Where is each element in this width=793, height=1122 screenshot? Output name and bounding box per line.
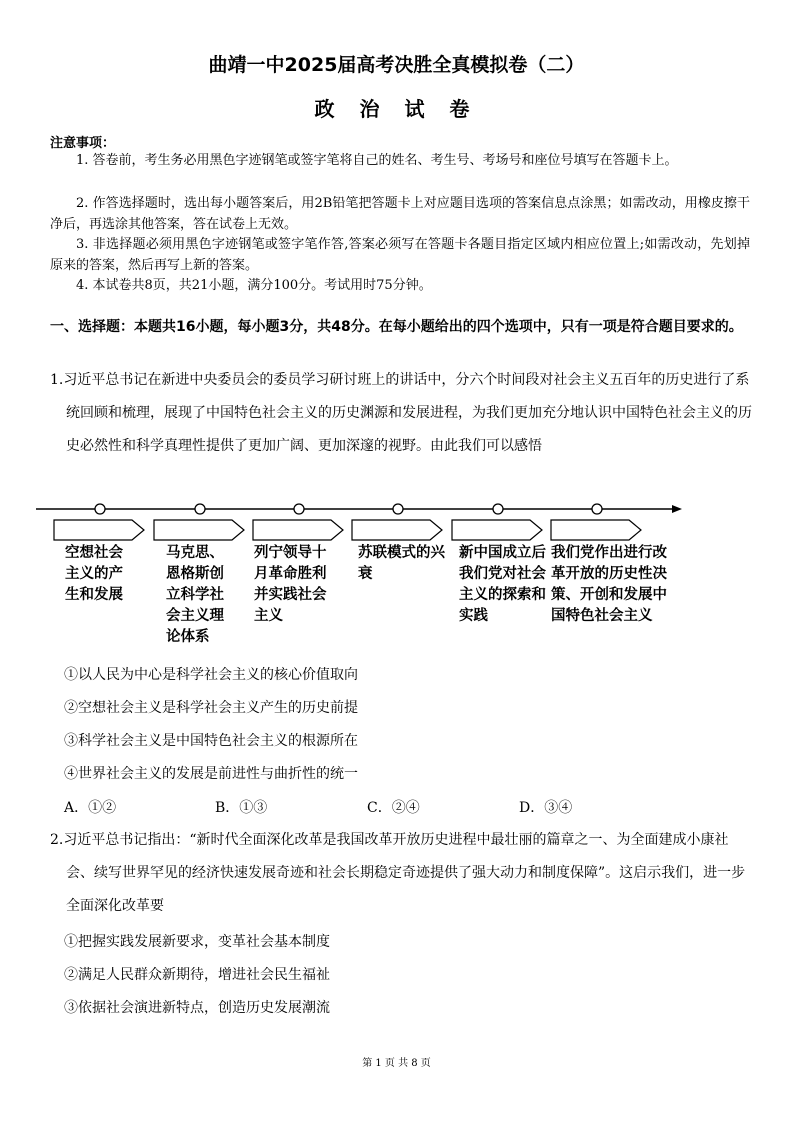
notice-item-1: 1. 答卷前，考生务必用黑色字迹钢笔或签字笔将自己的姓名、考生号、考场号和座位号填写在答题卡上。 <box>76 153 678 168</box>
question-1-option-2: ②空想社会主义是科学社会主义产生的历史前提 <box>64 700 358 716</box>
question-1-option-3: ③科学社会主义是中国特色社会主义的根源所在 <box>64 733 358 749</box>
question-2-option-1: ①把握实践发展新要求，变革社会基本制度 <box>64 934 330 950</box>
timeline-node-1 <box>95 504 105 514</box>
timeline-arrow-box-2 <box>154 520 244 540</box>
timeline-stage-3: 列宁领导十月革命胜利并实践社会主义 <box>254 545 327 624</box>
timeline-node-5 <box>493 504 503 514</box>
page-footer: 第 1 页 共 8 页 <box>362 1058 431 1069</box>
timeline-arrow-box-5 <box>452 520 542 540</box>
notice-item-2: 2. 作答选择题时，选出每小题答案后，用2B铅笔把答题卡上对应题目选项的答案信息点涂黑；如需改动，用橡皮擦干净后，再选涂其他答案，答在试卷上无效。 <box>50 196 750 232</box>
question-2-option-2: ②满足人民群众新期待，增进社会民生福祉 <box>64 967 330 983</box>
question-1-stem: 1.习近平总书记在新进中央委员会的委员学习研讨班上的讲话中，分六个时间段对社会主义五百年的历史进行了系统回顾和梳理，展现了中国特色社会主义的历史渊源和发展进程，为我们更加充分地认识中国特色社会主义的历史必然性和科学真理性提供了更加广阔、更加深邃的视野。由此我们可以感悟 <box>50 372 752 454</box>
question-1-option-1: ①以人民为中心是科学社会主义的核心价值取向 <box>64 667 358 683</box>
timeline-node-3 <box>294 504 304 514</box>
choice-a: A．①② <box>64 800 117 816</box>
timeline-stage-6: 我们党作出进行改革开放的历史性决策、开创和发展中国特色社会主义 <box>551 545 667 624</box>
timeline-arrow-box-6 <box>551 520 641 540</box>
timeline-stage-4: 苏联模式的兴衰 <box>358 545 445 582</box>
notice-heading: 注意事项： <box>50 136 116 151</box>
choice-b: B．①③ <box>215 800 268 816</box>
section-heading: 一、选择题：本题共16小题，每小题3分，共48分。在每小题给出的四个选项中，只有一项是符合题目要求的。 <box>50 319 743 335</box>
timeline-node-6 <box>592 504 602 514</box>
notice-item-3: 3. 非选择题必须用黑色字迹钢笔或签字笔作答,答案必须写在答题卡各题目指定区域内相应位置上;如需改动，先划掉原来的答案，然后再写上新的答案。 <box>50 237 750 273</box>
timeline-node-2 <box>195 504 205 514</box>
timeline-stage-2: 马克思、恩格斯创立科学社会主义理论体系 <box>166 545 224 645</box>
question-1-option-4: ④世界社会主义的发展是前进性与曲折性的统一 <box>64 766 358 782</box>
question-2-stem: 2.习近平总书记指出：“新时代全面深化改革是我国改革开放历史进程中最壮丽的篇章之一、为全面建成小康社会、续写世界罕见的经济快速发展奇迹和社会长期稳定奇迹提供了强大动力和制度保障”。这启示我们，进一步全面深化改革要 <box>50 832 746 914</box>
question-2-option-3: ③依据社会演进新特点，创造历史发展潮流 <box>64 1000 330 1016</box>
timeline-stage-1: 空想社会主义的产生和发展 <box>65 545 123 603</box>
exam-subtitle: 政 治 试 卷 <box>314 97 479 121</box>
timeline-arrow-box-3 <box>253 520 343 540</box>
timeline-node-4 <box>393 504 403 514</box>
choice-c: C．②④ <box>367 800 420 816</box>
timeline-diagram <box>36 496 686 542</box>
timeline-arrow-box-4 <box>352 520 442 540</box>
exam-title: 曲靖一中2025届高考决胜全真模拟卷（二） <box>208 54 585 76</box>
timeline-stage-5: 新中国成立后我们党对社会主义的探索和实践 <box>459 545 546 624</box>
timeline-arrowhead <box>672 505 682 513</box>
notice-item-4: 4. 本试卷共8页，共21小题，满分100分。考试用时75分钟。 <box>76 278 432 293</box>
choice-d: D．③④ <box>519 800 573 816</box>
timeline-arrow-box-1 <box>54 520 144 540</box>
